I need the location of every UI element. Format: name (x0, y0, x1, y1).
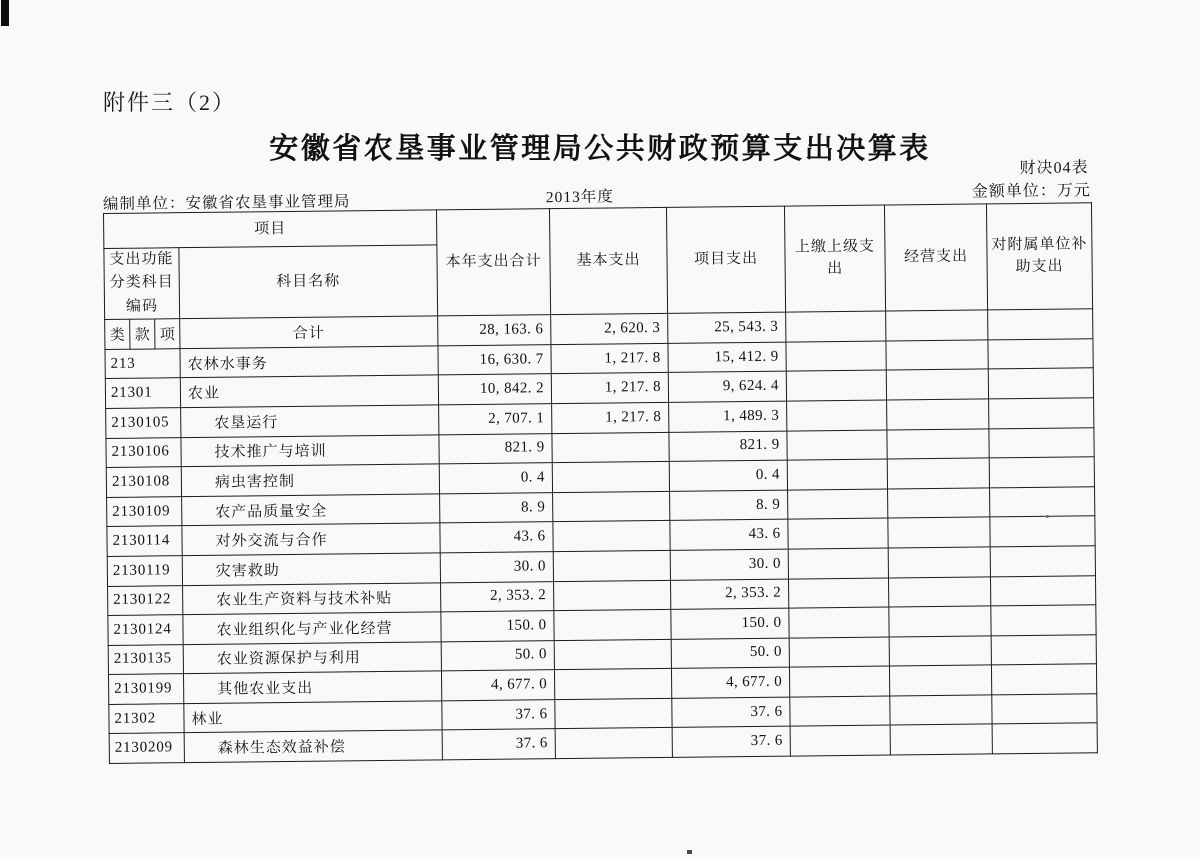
basic-cell (553, 550, 670, 581)
basic-cell (555, 698, 672, 729)
subsidy-cell (990, 487, 1095, 518)
subsidy-cell (990, 546, 1095, 577)
code-cell: 21302 (109, 704, 184, 734)
subsidy-cell (989, 398, 1094, 429)
total-cell: 43. 6 (440, 522, 553, 553)
code-cell: 2130124 (108, 615, 183, 645)
operating-cell (889, 636, 991, 667)
operating-cell (886, 340, 988, 371)
basic-cell: 1, 217. 8 (552, 402, 669, 433)
total-cell: 30. 0 (440, 552, 553, 583)
operating-cell (889, 576, 991, 607)
project-cell: 2, 353. 2 (671, 579, 789, 610)
code-cell: 2130209 (109, 733, 184, 763)
code-cell: 2130199 (108, 674, 183, 704)
operating-cell (888, 488, 990, 519)
upper-cell (787, 459, 887, 490)
header-class: 类 (105, 319, 130, 349)
upper-cell (789, 578, 889, 609)
header-subject-name: 科目名称 (179, 245, 438, 319)
subject-name-cell: 农业资源保护与利用 (183, 642, 441, 674)
basic-cell (553, 521, 670, 552)
code-cell: 2130109 (107, 496, 182, 526)
project-cell: 4, 677. 0 (671, 667, 789, 698)
project-cell: 30. 0 (670, 549, 788, 580)
basic-cell: 1, 217. 8 (551, 343, 668, 374)
page-title: 安徽省农垦事业管理局公共财政预算支出决算表 (269, 133, 931, 165)
upper-cell (789, 607, 889, 638)
header-col-total: 本年支出合计 (437, 209, 551, 316)
prepared-by-label: 编制单位：安徽省农垦事业管理局 (102, 193, 351, 213)
subsidy-cell (990, 516, 1095, 547)
total-cell: 28, 163. 6 (438, 314, 551, 345)
subject-name-cell: 农垦运行 (181, 405, 439, 437)
total-cell: 37. 6 (442, 700, 555, 731)
subsidy-cell (991, 664, 1096, 695)
basic-cell (554, 580, 671, 611)
basic-cell (553, 491, 670, 522)
project-cell: 150. 0 (671, 608, 789, 639)
project-cell: 0. 4 (669, 460, 787, 491)
project-cell: 37. 6 (672, 727, 790, 758)
basic-cell (555, 728, 672, 759)
subsidy-cell (989, 427, 1094, 458)
header-section: 款 (130, 319, 155, 349)
operating-cell (888, 547, 990, 578)
scan-artifact-corner-mark (1, 0, 9, 26)
upper-cell (789, 637, 889, 668)
total-cell: 2, 707. 1 (439, 404, 552, 435)
code-cell: 2130122 (108, 585, 183, 615)
total-cell: 0. 4 (439, 463, 552, 494)
upper-cell (788, 548, 888, 579)
form-code-label: 财决04表 (1019, 159, 1089, 178)
subject-name-cell: 病虫害控制 (181, 464, 439, 496)
code-cell: 2130106 (106, 437, 181, 467)
header-project: 项目 (104, 210, 437, 249)
project-cell: 25, 543. 3 (668, 312, 786, 343)
total-cell: 10, 842. 2 (438, 374, 551, 405)
subsidy-cell (988, 309, 1093, 340)
basic-cell: 1, 217. 8 (551, 373, 668, 404)
basic-cell (554, 669, 671, 700)
project-cell: 43. 6 (670, 519, 788, 550)
upper-cell (787, 430, 887, 461)
subsidy-cell (992, 694, 1097, 725)
basic-cell: 2, 620. 3 (551, 313, 668, 344)
upper-cell (787, 400, 887, 431)
project-cell: 15, 412. 9 (668, 342, 786, 373)
header-col-basic: 基本支出 (549, 207, 667, 314)
upper-cell (788, 518, 888, 549)
code-cell: 2130108 (106, 467, 181, 497)
upper-cell (790, 725, 890, 756)
operating-cell (889, 665, 991, 696)
code-cell: 2130105 (106, 408, 181, 438)
total-cell: 2, 353. 2 (441, 581, 554, 612)
basic-cell (554, 609, 671, 640)
attachment-label: 附件三（2） (103, 90, 237, 115)
project-cell: 50. 0 (671, 638, 789, 669)
upper-cell (788, 489, 888, 520)
subject-name-cell: 其他农业支出 (183, 671, 441, 703)
subject-name-cell: 对外交流与合作 (182, 523, 440, 555)
project-cell: 9, 624. 4 (668, 371, 786, 402)
code-cell: 2130119 (107, 556, 182, 586)
subject-name-cell: 农业 (180, 375, 438, 407)
project-cell: 1, 489. 3 (669, 401, 787, 432)
subject-name-cell: 合计 (180, 316, 438, 349)
operating-cell (886, 369, 988, 400)
subsidy-cell (991, 605, 1096, 636)
operating-cell (887, 399, 989, 430)
upper-cell (790, 696, 890, 727)
operating-cell (887, 428, 989, 459)
header-col-subsidy: 对附属单位补助支出 (986, 203, 1092, 310)
basic-cell (552, 462, 669, 493)
total-cell: 50. 0 (441, 640, 554, 671)
fiscal-year-label: 2013年度 (545, 188, 614, 207)
upper-cell (789, 666, 889, 697)
operating-cell (890, 724, 992, 755)
expenditure-table (103, 202, 1098, 764)
header-function-code: 支出功能分类科目编码 (104, 248, 180, 320)
operating-cell (886, 310, 988, 341)
amount-unit-label: 金额单位：万元 (971, 182, 1091, 201)
table-area (102, 159, 1097, 764)
operating-cell (889, 606, 991, 637)
subject-name-cell: 农业生产资料与技术补贴 (183, 582, 441, 614)
header-col-operating: 经营支出 (884, 204, 987, 311)
code-cell: 2130135 (108, 644, 183, 674)
header-item: 项 (155, 318, 180, 348)
subject-name-cell: 林业 (184, 701, 442, 733)
total-cell: 16, 630. 7 (438, 344, 551, 375)
code-cell: 2130114 (107, 526, 182, 556)
project-cell: 821. 9 (669, 431, 787, 462)
subject-name-cell: 技术推广与培训 (181, 434, 439, 466)
subject-name-cell: 森林生态效益补偿 (184, 730, 442, 762)
header-col-project-exp: 项目支出 (666, 206, 785, 313)
code-cell: 213 (105, 348, 180, 378)
total-cell: 8. 9 (440, 492, 553, 523)
project-cell: 8. 9 (670, 490, 788, 521)
total-cell: 4, 677. 0 (441, 670, 554, 701)
header-col-upper: 上缴上级支出 (784, 205, 885, 312)
subject-name-cell: 灾害救助 (182, 553, 440, 585)
upper-cell (786, 311, 886, 342)
operating-cell (890, 695, 992, 726)
total-cell: 37. 6 (442, 729, 555, 760)
scan-speck (687, 850, 692, 854)
subsidy-cell (989, 457, 1094, 488)
basic-cell (552, 432, 669, 463)
subsidy-cell (991, 634, 1096, 665)
project-cell: 37. 6 (672, 697, 790, 728)
subject-name-cell: 农产品质量安全 (182, 494, 440, 526)
operating-cell (887, 458, 989, 489)
subsidy-cell (988, 339, 1093, 370)
upper-cell (786, 370, 886, 401)
subsidy-cell (992, 723, 1097, 754)
total-cell: 821. 9 (439, 433, 552, 464)
operating-cell (888, 517, 990, 548)
subject-name-cell: 农业组织化与产业化经营 (183, 612, 441, 644)
code-cell: 21301 (105, 378, 180, 408)
subject-name-cell: 农林水事务 (180, 346, 438, 378)
scan-speck (1046, 515, 1049, 518)
basic-cell (554, 639, 671, 670)
total-cell: 150. 0 (441, 611, 554, 642)
subsidy-cell (991, 575, 1096, 606)
subsidy-cell (988, 368, 1093, 399)
upper-cell (786, 341, 886, 372)
